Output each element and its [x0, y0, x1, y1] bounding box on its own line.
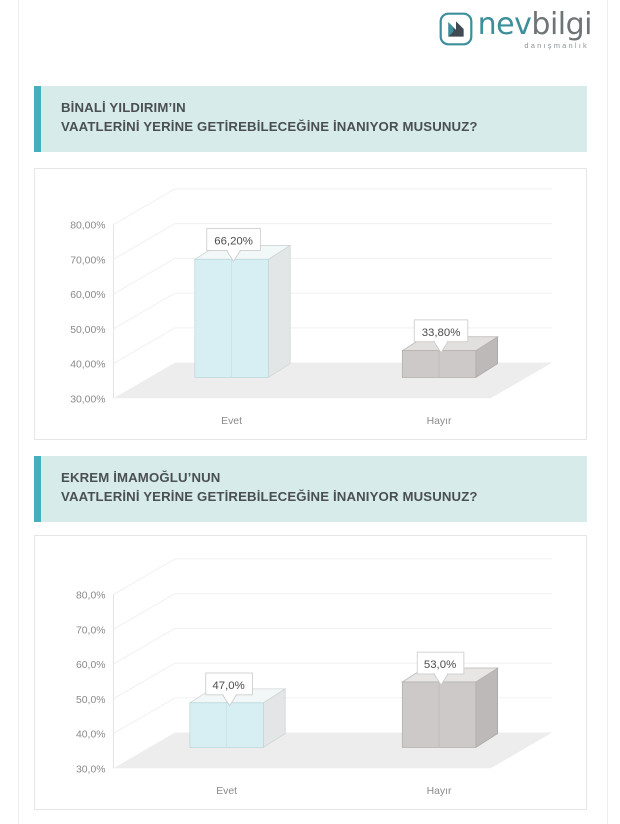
chart-1-ytick-0: 80,00% [70, 220, 106, 232]
question-line2-2: VAATLERİNİ YERİNE GETİREBİLECEĞİNE İNANIYOR MUSUNUZ? [61, 489, 478, 505]
chart-1-ytick-5: 30,00% [70, 394, 106, 406]
chart-2-ytick-5: 30,0% [75, 764, 106, 776]
chart-2-ytick-1: 70,0% [75, 625, 106, 637]
chart-2-bar-hayir [402, 668, 497, 747]
chart-1-bar-hayir [402, 337, 497, 378]
chart-1-ytick-2: 60,00% [70, 290, 106, 302]
chart-2-ytick-2: 60,0% [75, 660, 106, 672]
question-text-1 [41, 86, 492, 152]
nevbilgi-n-mark-icon [439, 12, 473, 46]
page-edge-right [607, 0, 608, 824]
question-accent-bar-2 [34, 456, 41, 522]
brand-tagline: danışmanlık [524, 41, 589, 50]
chart-panel-1 [34, 168, 587, 440]
chart-2-xtick-hayir: Hayır [426, 786, 452, 798]
chart-1-ytick-3: 50,00% [70, 324, 106, 336]
chart-panel-2 [34, 535, 587, 810]
chart-2-ytick-0: 80,0% [75, 590, 106, 602]
brand-logo [439, 7, 592, 56]
chart-2-label-hayir-text: 53,0% [423, 659, 457, 672]
chart-1-label-evet-text: 66,20% [214, 235, 253, 248]
question-line1-1: BİNALİ YILDIRIM’IN [61, 100, 186, 115]
chart-2-ytick-4: 40,0% [75, 729, 106, 741]
chart-2-label-evet-text: 47,0% [212, 679, 245, 692]
question-accent-bar-1 [34, 86, 41, 152]
chart-1-xtick-evet: Evet [221, 416, 242, 428]
question-band-2 [34, 456, 587, 522]
chart-2-xtick-evet: Evet [216, 786, 238, 798]
chart-2-ytick-3: 50,0% [75, 694, 106, 706]
chart-1 [35, 169, 586, 439]
chart-1-bar-evet [195, 245, 290, 377]
chart-1-xtick-hayir: Hayır [426, 416, 452, 428]
brand-name-primary: nev [477, 7, 532, 42]
chart-1-ytick-1: 70,00% [70, 255, 106, 267]
brand-name-secondary: bilgi [531, 7, 592, 42]
chart-1-ytick-4: 40,00% [70, 359, 106, 371]
chart-1-label-hayir-text: 33,80% [421, 326, 461, 339]
question-band-1 [34, 86, 587, 152]
question-line2-1: VAATLERİNİ YERİNE GETİREBİLECEĞİNE İNANIYOR MUSUNUZ? [61, 119, 478, 135]
chart-2 [35, 536, 586, 809]
question-text-2 [41, 456, 492, 522]
chart-2-bar-evet [190, 689, 285, 748]
question-line1-2: EKREM İMAMOĞLU’NUN [61, 470, 221, 485]
page-edge-left [18, 0, 19, 824]
